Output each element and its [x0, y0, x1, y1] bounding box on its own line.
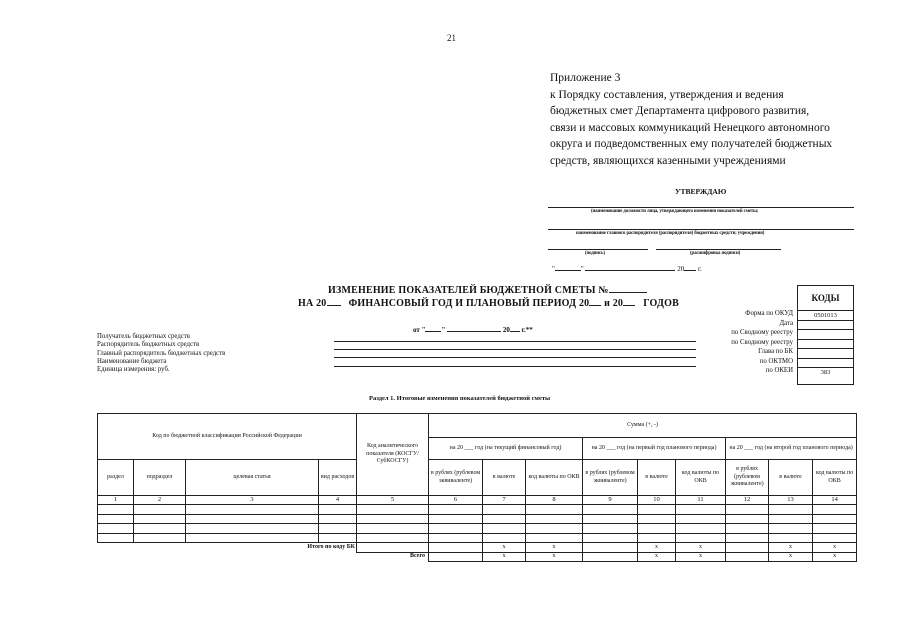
year2-header: на 20 ___ год (на первый год планового периода) [583, 438, 726, 460]
col-num: 10 [638, 496, 676, 505]
codes-box [797, 285, 854, 385]
signature-line [548, 249, 648, 250]
date-suffix: г. [697, 265, 702, 273]
total-bk-label: Итого по коду БК [98, 543, 357, 553]
col-num: 3 [186, 496, 319, 505]
col-num: 8 [526, 496, 583, 505]
col-okv: код валюты по ОКВ [676, 460, 726, 496]
doc-title-line1 [328, 284, 647, 296]
year-blank [327, 297, 341, 306]
col-num: 4 [319, 496, 357, 505]
total-row [98, 552, 857, 562]
col-rub: в рублях (рублевом эквиваленте) [726, 460, 769, 496]
year-blank [684, 262, 696, 271]
col-val: в валюте [638, 460, 676, 496]
x-mark: x [526, 543, 583, 553]
col-num: 14 [813, 496, 857, 505]
col-num: 2 [134, 496, 186, 505]
col-target: целевая статья [186, 460, 319, 496]
budget-name-label: Наименование бюджета [97, 357, 167, 365]
col-num: 13 [769, 496, 813, 505]
year-blank [623, 297, 635, 306]
date-year: 20 [502, 326, 510, 334]
day-blank [425, 323, 441, 332]
col-rub: в рублях (рублевом эквиваленте) [583, 460, 638, 496]
bk-header: Код по бюджетной классификации Российской Федерации [98, 414, 357, 460]
table-row [98, 514, 857, 524]
code-label: по ОКЕИ [765, 367, 793, 374]
code-label: Дата [779, 319, 793, 327]
doc-title: ИЗМЕНЕНИЕ ПОКАЗАТЕЛЕЙ БЮДЖЕТНОЙ СМЕТЫ № [328, 285, 609, 296]
date-suffix: г.** [521, 326, 533, 334]
budget-name-line [334, 366, 696, 367]
title-part: и 20 [604, 298, 624, 309]
code-label: Глава по БК [758, 348, 793, 355]
position-line [548, 207, 854, 208]
code-oktmo [798, 358, 853, 368]
col-num: 1 [98, 496, 134, 505]
code-okei: 383 [798, 367, 853, 377]
decoding-line [656, 249, 781, 250]
code-label: по Сводному реестру [731, 329, 793, 336]
codes-header: КОДЫ [811, 293, 840, 303]
day-blank [555, 262, 581, 271]
code-label: по ОКТМО [759, 357, 793, 365]
unit-label: Единица измерения: руб. [97, 366, 170, 374]
year-blank [510, 323, 520, 332]
recipient-line [334, 341, 696, 342]
approval-date [552, 262, 702, 273]
position-caption: (наименование должности лица, утверждающего изменения показателей сметы; [591, 209, 759, 214]
table-row [98, 524, 857, 534]
year1-header: на 20 ___ год (на текущий финансовый год) [429, 438, 583, 460]
x-mark: x [483, 552, 526, 562]
changes-table [97, 413, 857, 562]
year3-header: на 20 ___ год (на второй год планового периода) [726, 438, 857, 460]
code-label: Форма по ОКУД [745, 310, 793, 317]
x-mark: x [813, 543, 857, 553]
manager-line [548, 229, 854, 230]
code-glava [798, 348, 853, 358]
code-date [798, 320, 853, 330]
x-mark: x [769, 552, 813, 562]
distributor-label: Распорядитель бюджетных средств [97, 341, 200, 349]
x-mark: x [676, 543, 726, 553]
main-distributor-label: Главный распорядитель бюджетных средств [97, 349, 226, 357]
main-distributor-line [334, 357, 696, 358]
x-mark: x [638, 552, 676, 562]
col-num: 7 [483, 496, 526, 505]
month-blank [585, 262, 675, 271]
col-val: в валюте [483, 460, 526, 496]
section-title: Раздел 1. Итоговые изменения показателей бюджетной сметы [369, 395, 551, 402]
sum-header: Сумма (+, -) [429, 414, 857, 438]
col-num: 11 [676, 496, 726, 505]
total-bk-row [98, 543, 857, 553]
page-number: 21 [447, 33, 456, 43]
code-label: по Сводному реестру [731, 338, 793, 346]
recipient-label: Получатель бюджетных средств [97, 333, 190, 340]
distributor-line [334, 349, 696, 350]
manager-caption: наименование главного распорядителя (распорядителя) бюджетных средств; учреждения) [576, 231, 765, 236]
title-part: ФИНАНСОВЫЙ ГОД И ПЛАНОВЫЙ ПЕРИОД 20 [348, 298, 590, 309]
col-num: 5 [357, 496, 429, 505]
appendix-block [550, 70, 880, 169]
appendix-line: средств, являющихся казенными учреждениями [550, 154, 786, 167]
col-num: 12 [726, 496, 769, 505]
code-registry-1 [798, 329, 853, 339]
x-mark: x [813, 552, 857, 562]
appendix-line: округа и подведомственных ему получателей бюджетных [550, 138, 833, 150]
signature-caption: (подпись) [585, 251, 605, 256]
col-num: 9 [583, 496, 638, 505]
x-mark: x [769, 543, 813, 553]
title-part: НА 20 [298, 298, 327, 309]
x-mark: x [676, 552, 726, 562]
year-blank [589, 297, 601, 306]
date-from: от " [413, 326, 426, 334]
col-num: 6 [429, 496, 483, 505]
approve-title: УТВЕРЖДАЮ [675, 187, 727, 196]
table-row [98, 505, 857, 515]
col-podrazdel: подраздел [134, 460, 186, 496]
appendix-line: бюджетных смет Департамента цифрового развития, [550, 105, 810, 117]
codes-labels [683, 309, 793, 376]
appendix-line: связи и массовых коммуникаций Ненецкого автономного [550, 121, 830, 134]
col-okv: код валюты по ОКВ [813, 460, 857, 496]
code-registry-2 [798, 339, 853, 349]
table-row [98, 533, 857, 543]
date-year: 20 [677, 265, 685, 273]
col-vid: вид расходов [319, 460, 357, 496]
x-mark: x [638, 543, 676, 553]
number-blank [609, 284, 647, 293]
appendix-title: Приложение 3 [550, 72, 621, 84]
doc-date: от " " 20 г.** [413, 323, 533, 334]
col-val: в валюте [769, 460, 813, 496]
analytic-header: Код аналитического показателя (КОСГУ/ СубКОСГУ) [357, 414, 429, 496]
total-label: Всего [410, 553, 426, 560]
code-okud: 0501013 [798, 310, 853, 320]
appendix-line: к Порядку составления, утверждения и ведения [550, 88, 784, 101]
x-mark: x [526, 552, 583, 562]
title-part: ГОДОВ [643, 298, 679, 309]
decoding-caption: (расшифровка подписи) [690, 251, 741, 256]
col-razdel: раздел [98, 460, 134, 496]
x-mark: x [483, 543, 526, 553]
date-quote: " [552, 265, 555, 273]
date-quote: " [580, 265, 584, 273]
col-okv: код валюты по ОКВ [526, 460, 583, 496]
requisites-labels [97, 333, 225, 374]
col-rub: в рублях (рублевом эквиваленте) [429, 460, 483, 496]
month-blank [447, 323, 501, 332]
doc-title-line2 [298, 297, 679, 309]
